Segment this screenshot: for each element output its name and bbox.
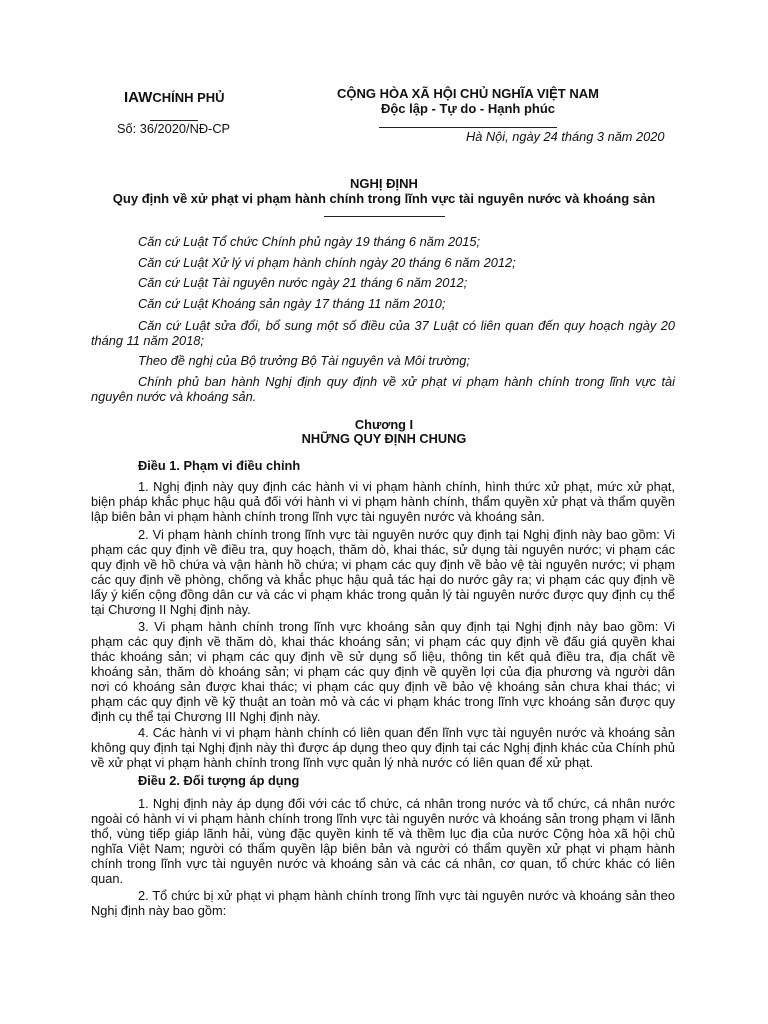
legal-basis: Căn cứ Luật Tổ chức Chính phủ ngày 19 tháng 6 năm 2015; [138, 234, 481, 249]
chapter-title: NHỮNG QUY ĐỊNH CHUNG [301, 431, 467, 446]
article-clause: 2. Tổ chức bị xử phạt vi phạm hành chính trong lĩnh vực tài nguyên nước và khoáng sản theo Nghị định này bao gồm: [91, 888, 675, 918]
article-clause: 3. Vi phạm hành chính trong lĩnh vực khoáng sản quy định tại Nghị định này bao gồm: Vi phạm các quy định về thăm dò, khai thác khoáng sản; vi phạm các quy định về đấu giá quyền khai thác khoáng sản; vi phạm các quy định về sử dụng số liệu, thông tin kết quả điều tra, địa chất về khoáng sản, thăm dò khoáng sản; vi phạm các quy định về quyền lợi của địa phương và người dân nơi có khoáng sản được khai thác; vi phạm các quy định về bảo vệ khoáng sản chưa khai thác; vi phạm các quy định về kỹ thuật an toàn mỏ và các vi phạm khác trong lĩnh vực khoáng sản được quy định cụ thể tại Chương III Nghị định này. [91, 619, 675, 724]
nation-name: CỘNG HÒA XÃ HỘI CHỦ NGHĨA VIỆT NAM [337, 86, 599, 101]
issuer-prefix: IAW [124, 89, 153, 106]
title-underline [324, 216, 445, 217]
issuer: CHÍNH PHỦ [152, 90, 225, 105]
promulgation-statement: Chính phủ ban hành Nghị định quy định về xử phạt vi phạm hành chính trong lĩnh vực tài nguyên nước và khoáng sản. [91, 374, 675, 404]
article-clause: 4. Các hành vi vi phạm hành chính có liên quan đến lĩnh vực tài nguyên nước và khoáng sản không quy định tại Nghị định này thì được áp dụng theo quy định tại các Nghị định khác của Chính phủ về xử phạt vi phạm hành chính trong lĩnh vực quản lý nhà nước có liên quan để xử phạt. [91, 725, 675, 770]
legal-basis: Theo đề nghị của Bộ trưởng Bộ Tài nguyên và Môi trường; [138, 353, 470, 368]
legal-basis: Căn cứ Luật Xử lý vi phạm hành chính ngày 20 tháng 6 năm 2012; [138, 255, 516, 270]
motto-underline [379, 127, 557, 128]
article-heading: Điều 2. Đối tượng áp dụng [138, 773, 300, 788]
legal-basis: Căn cứ Luật sửa đổi, bổ sung một số điều của 37 Luật có liên quan đến quy hoạch ngày 20 tháng 11 năm 2018; [91, 318, 675, 348]
chapter-number: Chương I [354, 417, 414, 432]
document-number: Số: 36/2020/NĐ-CP [117, 121, 231, 136]
place-date: Hà Nội, ngày 24 tháng 3 năm 2020 [466, 129, 665, 144]
article-clause: 1. Nghị định này quy định các hành vi vi phạm hành chính, hình thức xử phạt, mức xử phạt, biện pháp khắc phục hậu quả đối với hành vi vi phạm hành chính, thẩm quyền xử phạt và thẩm quyền lập biên bản vi phạm hành chính trong lĩnh vực tài nguyên nước và khoáng sản. [91, 479, 675, 524]
legal-basis: Căn cứ Luật Khoáng sản ngày 17 tháng 11 năm 2010; [138, 296, 446, 311]
issuer-name [124, 89, 244, 106]
national-motto: Độc lập - Tự do - Hạnh phúc [380, 101, 556, 116]
document-subject: Quy định về xử phạt vi phạm hành chính trong lĩnh vực tài nguyên nước và khoáng sản [112, 191, 656, 206]
article-clause: 2. Vi phạm hành chính trong lĩnh vực tài nguyên nước quy định tại Nghị định này bao gồm: Vi phạm các quy định về điều tra, quy hoạch, thăm dò, khai thác, sử dụng tài nguyên nước; vi phạm các quy định về hồ chứa và vận hành hồ chứa; vi phạm các quy định về bảo vệ tài nguyên nước; vi phạm các quy định về phòng, chống và khắc phục hậu quả tác hại do nước gây ra; vi phạm các quy định về lấy ý kiến cộng đồng dân cư và các vi phạm khác trong quản lý tài nguyên nước được quy định cụ thể tại Chương II Nghị định này. [91, 527, 675, 617]
article-clause: 1. Nghị định này áp dụng đối với các tổ chức, cá nhân trong nước và tổ chức, cá nhân nước ngoài có hành vi vi phạm hành chính trong lĩnh vực tài nguyên nước và khoáng sản trong phạm vi lãnh thổ, vùng tiếp giáp lãnh hải, vùng đặc quyền kinh tế và thềm lục địa của nước Cộng hòa xã hội chủ nghĩa Việt Nam; người có thẩm quyền lập biên bản và người có thẩm quyền xử phạt vi phạm hành chính trong lĩnh vực tài nguyên nước và khoáng sản và các cá nhân, cơ quan, tổ chức khác có liên quan. [91, 796, 675, 886]
article-heading: Điều 1. Phạm vi điều chỉnh [138, 458, 301, 473]
legal-basis: Căn cứ Luật Tài nguyên nước ngày 21 tháng 6 năm 2012; [138, 275, 468, 290]
document-type: NGHỊ ĐỊNH [350, 176, 418, 191]
